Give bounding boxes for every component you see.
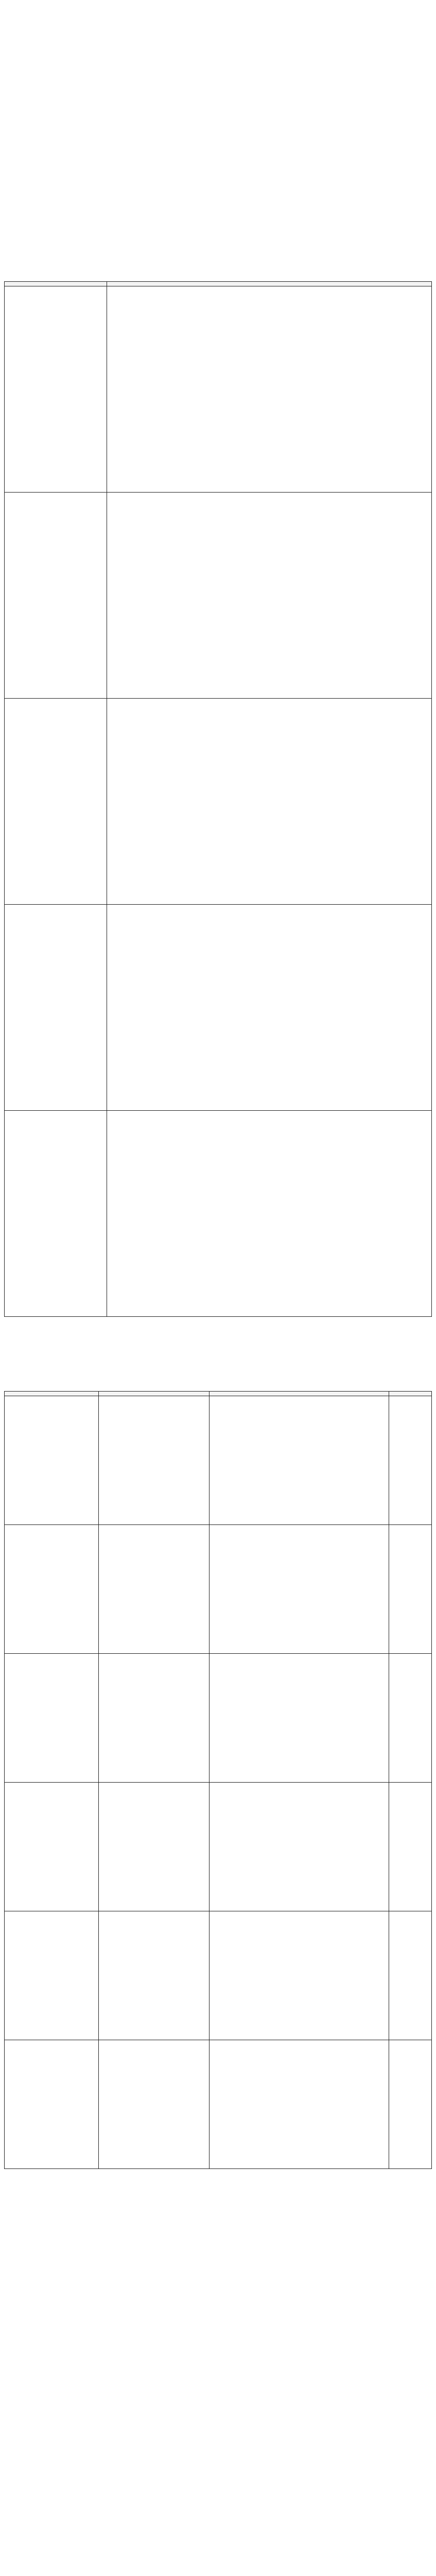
paragraph (4, 108, 432, 117)
table-cell (98, 1654, 210, 1783)
table-cell (210, 1783, 389, 1911)
table-cell (389, 1911, 431, 2040)
table-cell (389, 1783, 431, 1911)
table2-caption (4, 1371, 432, 1380)
column-header (98, 1392, 210, 1396)
table-header-row (5, 1392, 432, 1396)
paragraph (4, 2191, 432, 2200)
table-cell (5, 1396, 99, 1525)
table-cell (389, 2040, 431, 2169)
column-header (5, 282, 107, 286)
table-cell (98, 1396, 210, 1525)
table-cell (98, 1525, 210, 1654)
table-cell (389, 1654, 431, 1783)
list-item (23, 182, 432, 191)
paragraph (4, 2248, 432, 2258)
column-header (389, 1392, 431, 1396)
reference-item (13, 2331, 432, 2339)
effects-table (4, 1391, 432, 2169)
table-cell (210, 1525, 389, 1654)
paragraph (4, 229, 432, 238)
intro-section (4, 22, 432, 117)
table-cell (389, 1396, 431, 1525)
source-link[interactable] (4, 2343, 432, 2351)
table-cell (210, 1911, 389, 2040)
table-row (5, 1111, 432, 1317)
table-cell (5, 905, 107, 1111)
table-cell (107, 493, 432, 699)
middle-section (4, 200, 432, 252)
table-row (5, 493, 432, 699)
column-header (5, 1392, 99, 1396)
paragraph (4, 1324, 432, 1333)
paragraph (4, 2277, 432, 2286)
table1-caption (4, 262, 432, 270)
numbered-list-section (4, 127, 432, 191)
table-cell (389, 1525, 431, 1654)
table-cell (5, 1783, 99, 1911)
paragraph (4, 243, 432, 252)
paragraph (4, 2205, 432, 2214)
table-cell (210, 2040, 389, 2169)
table1-heading (4, 271, 432, 279)
paragraph (4, 2234, 432, 2243)
paragraph (4, 65, 432, 74)
list-item (23, 174, 432, 182)
reference-item (13, 2323, 432, 2331)
paragraph (4, 2263, 432, 2272)
paragraph (4, 22, 432, 31)
table-row (5, 1911, 432, 2040)
table-cell (5, 1911, 99, 2040)
paragraph (4, 94, 432, 103)
table-cell (107, 286, 432, 493)
paragraph (4, 2292, 432, 2301)
paragraph (4, 79, 432, 89)
table-cell (210, 1654, 389, 1783)
list-item (23, 149, 432, 158)
table-cell (5, 1654, 99, 1783)
paragraph (4, 200, 432, 209)
column-header (210, 1392, 389, 1396)
paragraph (4, 2176, 432, 2185)
table-cell (98, 1911, 210, 2040)
list-item (23, 158, 432, 166)
table-row (5, 905, 432, 1111)
list-item (23, 141, 432, 149)
table-header-row (5, 282, 432, 286)
paragraph (4, 1338, 432, 1348)
after-table1-section (4, 1324, 432, 1362)
table-row (5, 1396, 432, 1525)
references-heading (4, 2310, 432, 2319)
table-row (5, 699, 432, 905)
principles-table (4, 281, 432, 1317)
table-cell (5, 699, 107, 905)
table-cell (5, 493, 107, 699)
table-cell (5, 2040, 99, 2169)
table-cell (5, 1111, 107, 1317)
article-title (4, 5, 432, 16)
table-row (5, 1525, 432, 1654)
table-row (5, 1783, 432, 1911)
list-intro (4, 127, 432, 136)
table-cell (98, 2040, 210, 2169)
paragraph (4, 50, 432, 60)
list-item (23, 166, 432, 174)
table-row (5, 286, 432, 493)
table2-heading (4, 1381, 432, 1389)
paragraph (4, 1353, 432, 1362)
table-cell (107, 1111, 432, 1317)
column-header (107, 282, 432, 286)
table-cell (98, 1783, 210, 1911)
table-cell (107, 699, 432, 905)
paragraph (4, 36, 432, 45)
table-row (5, 2040, 432, 2169)
table-cell (5, 1525, 99, 1654)
closing-section (4, 2176, 432, 2301)
paragraph (4, 214, 432, 224)
table-row (5, 1654, 432, 1783)
table-cell (5, 286, 107, 493)
table-cell (107, 905, 432, 1111)
paragraph (4, 2219, 432, 2229)
table-cell (210, 1396, 389, 1525)
